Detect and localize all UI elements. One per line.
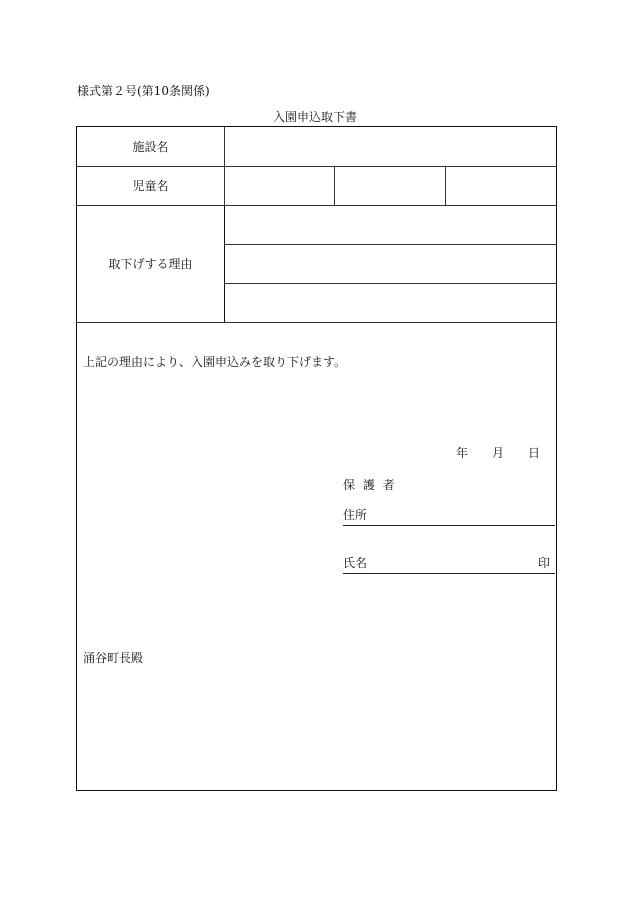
document-title: 入園申込取下書 [272,110,357,124]
date-day-label: 日 [528,446,541,460]
name-label: 氏名 [343,556,368,570]
reason-line-2[interactable] [227,245,555,282]
withdrawal-reason-label: 取下げする理由 [108,257,193,271]
child-name-field-3[interactable] [447,167,555,204]
reason-line-3[interactable] [227,284,555,321]
date-year-label: 年 [456,446,469,460]
guardian-name-field[interactable] [372,552,532,572]
recipient-label: 涌谷町長殿 [83,651,144,665]
child-column-divider-1 [334,166,335,205]
guardian-label: 保 護 者 [343,478,397,492]
reason-line-1[interactable] [227,206,555,243]
facility-name-field[interactable] [226,128,555,165]
date-month-label: 月 [492,446,505,460]
row-divider-reason [77,322,556,323]
child-column-divider-2 [445,166,446,205]
child-name-label: 児童名 [132,179,169,193]
withdrawal-statement: 上記の理由により、入園申込みを取り下げます。 [83,355,347,369]
address-label: 住所 [343,508,368,522]
child-name-field-2[interactable] [336,167,444,204]
child-name-field-1[interactable] [226,167,333,204]
address-field[interactable] [372,504,554,524]
label-column-divider-top [224,127,225,205]
label-column-divider-reason [224,205,225,322]
form-number: 様式第２号(第10条関係) [77,84,210,98]
name-underline [343,573,555,574]
address-underline [343,525,555,526]
seal-mark-label: 印 [538,556,551,570]
facility-name-label: 施設名 [132,140,169,154]
